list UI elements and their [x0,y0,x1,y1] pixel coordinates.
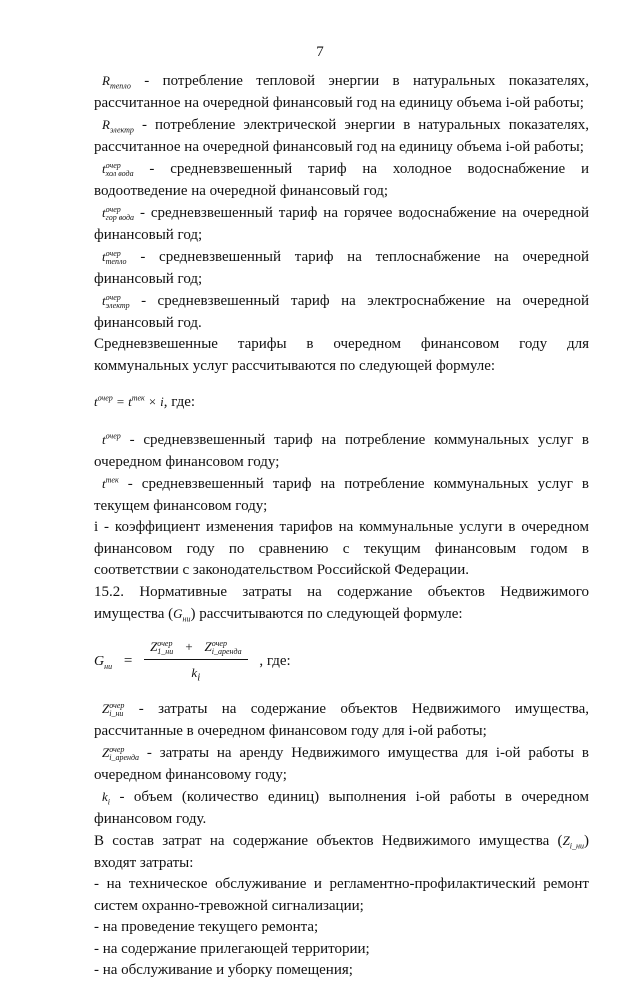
fraction-denominator: $k_i$ [191,664,201,684]
page-number: 7 [316,44,324,60]
def-r-elektr [94,114,589,158]
def-k [94,786,589,830]
def-t-teplo [94,246,589,290]
symbol-t-ocher: $t^{очер}$ [102,431,121,447]
list-item: - на обслуживание и уборку помещения; [94,962,353,979]
def-t-ocher [94,429,589,473]
composition-intro: В состав затрат на содержание объектов Недвижимого имущества $(Z_{i\_ни})$ входят затраты: [94,833,589,871]
def-z-arenda [94,742,589,786]
def-text: - потребление электрической энергии в натуральных показателях, рассчитанное на очередной финансовый год на единицу объема i-ой работы; [94,117,589,155]
symbol-r-elektr: $R_{электр}$ [102,117,134,135]
symbol-z-ni: Z очер i_ни [102,701,125,719]
def-t-gor-voda [94,202,589,246]
symbol-t-elektr: t очер электр [102,293,130,311]
symbol-r-teplo: $R_{тепло}$ [102,73,131,91]
fraction-numerator: Z очер 1_ни + Z очер i_аренда [144,636,248,660]
def-text: - средневзвешенный тариф на потребление коммунальных услуг в текущем финансовом году; [94,476,589,514]
def-i-coefficient: i - коэффициент изменения тарифов на коммунальные услуги в очередном финансовом году по сравнению с текущим финансовым годом в соответствии с законодательством Российской Федерации. [94,519,589,578]
section-15-2: 15.2. Нормативные затраты на содержание объектов Недвижимого имущества $(G_{ни})$ рассчитываются по следующей формуле: [94,583,589,624]
tariff-intro: Средневзвешенные тарифы в очередном финансовом году для коммунальных услуг рассчитываются по следующей формуле: [94,336,589,374]
def-text: - затраты на содержание объектов Недвижимого имущества, рассчитанные в очередном финансовом году для i-ой работы; [94,701,590,739]
symbol-t-tek: $t^{тек}$ [102,475,119,491]
symbol-g-ni: $G_{ни}$ [173,606,191,624]
def-text: - средневзвешенный тариф на горячее водоснабжение на очередной финансовый год; [94,205,590,243]
def-r-teplo [94,70,589,114]
def-t-elektr [94,290,589,334]
symbol-t-teplo: t очер тепло [102,249,127,267]
formula-g-lhs: $G_{ни}$ [94,654,113,672]
formula-g-ni: $G_{ни}$ = Z очер 1_ни + Z очер i_аренда $k_i$ , где: [94,636,589,689]
symbol-k: $k_i$ [102,789,111,807]
symbol-z-arenda: Z очер i_аренда [102,745,140,763]
def-text: - объем (количество единиц) выполнения i-ой работы в очередном финансовом году. [94,789,589,827]
formula-tariff [94,391,589,413]
formula-fraction [144,636,248,689]
def-t-hol-voda [94,158,589,202]
def-text: - средневзвешенный тариф на холодное водоснабжение и водоотведение на очередной финансовый год; [94,161,589,199]
formula-where: , где: [163,394,196,410]
def-text: - средневзвешенный тариф на потребление коммунальных услуг в очередном финансовом году; [94,432,589,470]
list-item: - на проведение текущего ремонта; [94,919,319,936]
page-content [94,70,589,982]
def-text: - средневзвешенный тариф на электроснабжение на очередной финансовый год. [94,293,589,331]
formula-where: , где: [259,653,291,670]
symbol-t-hol-voda: t очер хол вода [102,161,134,179]
list-item: - на техническое обслуживание и регламентно-профилактический ремонт систем охранно-тревожной сигнализации; [94,876,589,914]
def-t-tek [94,473,589,517]
def-z-ni [94,698,589,742]
list-item: - на содержание прилегающей территории; [94,940,370,957]
symbol-z-i-ni: $Z_{i\_ни}$ [562,833,584,851]
symbol-t-gor-voda: t очер гор вода [102,205,135,223]
def-text: - средневзвешенный тариф на теплоснабжение на очередной финансовый год; [94,249,590,287]
formula-tariff-expr: $t^{очер} = t^{тек} \times i$ [94,393,164,409]
def-text: - потребление тепловой энергии в натуральных показателях, рассчитанное на очередной финансовый год на единицу объема i-ой работы; [94,73,589,111]
def-text: - затраты на аренду Недвижимого имущества для i-ой работы в очередном финансовому году; [94,745,589,783]
